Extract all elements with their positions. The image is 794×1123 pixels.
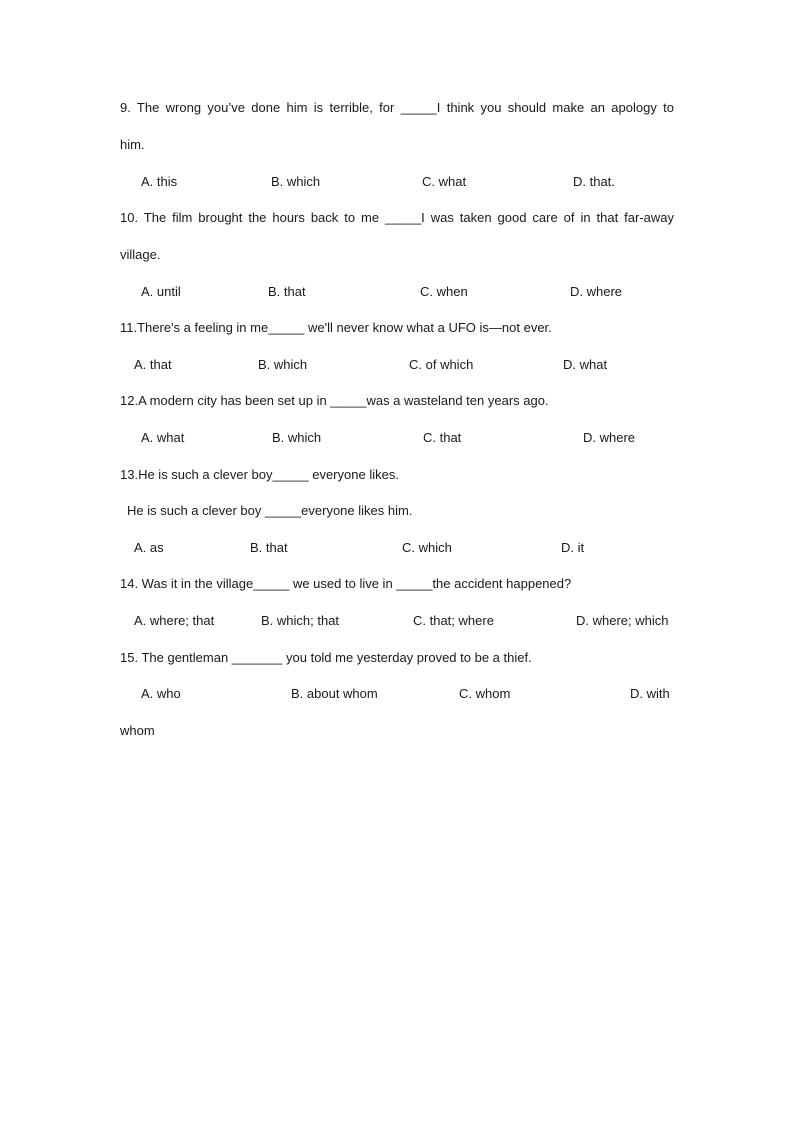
question-14-option-b: B. which; that — [261, 613, 340, 628]
question-12-option-c: C. that — [423, 430, 462, 445]
question-11-option-b: B. which — [258, 357, 308, 372]
question-11-stem: 11.There's a feeling in me_____ we'll never know what a UFO is—not ever. — [120, 320, 552, 335]
question-13-option-d: D. it — [561, 540, 585, 555]
question-12-stem: 12.A modern city has been set up in _____was a wasteland ten years ago. — [120, 393, 549, 408]
question-9-option-c: C. what — [422, 174, 467, 189]
question-10-stem-continuation: village. — [120, 247, 161, 262]
question-13-stem: 13.He is such a clever boy_____ everyone likes. — [120, 467, 399, 482]
question-10-option-d: D. where — [570, 284, 623, 299]
question-13-option-c: C. which — [402, 540, 452, 555]
question-15-option-c: C. whom — [459, 686, 511, 701]
question-12-option-a: A. what — [141, 430, 185, 445]
question-10-option-b: B. that — [268, 284, 306, 299]
question-9-option-d: D. that. — [573, 174, 615, 189]
question-10-option-a: A. until — [141, 284, 181, 299]
question-9-option-b: B. which — [271, 174, 321, 189]
question-15-option-d-continuation: whom — [120, 723, 155, 738]
question-11-option-c: C. of which — [409, 357, 474, 372]
question-15-stem: 15. The gentleman _______ you told me yesterday proved to be a thief. — [120, 650, 532, 665]
question-14-option-d: D. where; which — [576, 613, 669, 628]
question-9-option-a: A. this — [141, 174, 178, 189]
question-14-option-c: C. that; where — [413, 613, 494, 628]
question-15-option-b: B. about whom — [291, 686, 378, 701]
question-15-option-d: D. with — [630, 686, 670, 701]
question-12-option-b: B. which — [272, 430, 322, 445]
question-10-option-c: C. when — [420, 284, 468, 299]
question-15-option-a: A. who — [141, 686, 181, 701]
question-10-stem: 10. The film brought the hours back to me _____I was taken good care of in that far-away — [120, 210, 674, 225]
question-11-option-d: D. what — [563, 357, 608, 372]
question-9-stem: 9. The wrong you’ve done him is terrible, for _____I think you should make an apology to — [120, 100, 674, 115]
question-11-option-a: A. that — [134, 357, 172, 372]
question-12-option-d: D. where — [583, 430, 636, 445]
question-14-option-a: A. where; that — [134, 613, 215, 628]
question-13-option-b: B. that — [250, 540, 288, 555]
question-13-option-a: A. as — [134, 540, 164, 555]
question-13-stem-second-sentence: He is such a clever boy _____everyone likes him. — [127, 503, 413, 518]
question-14-stem: 14. Was it in the village_____ we used to live in _____the accident happened? — [120, 576, 572, 591]
question-9-stem-continuation: him. — [120, 137, 145, 152]
